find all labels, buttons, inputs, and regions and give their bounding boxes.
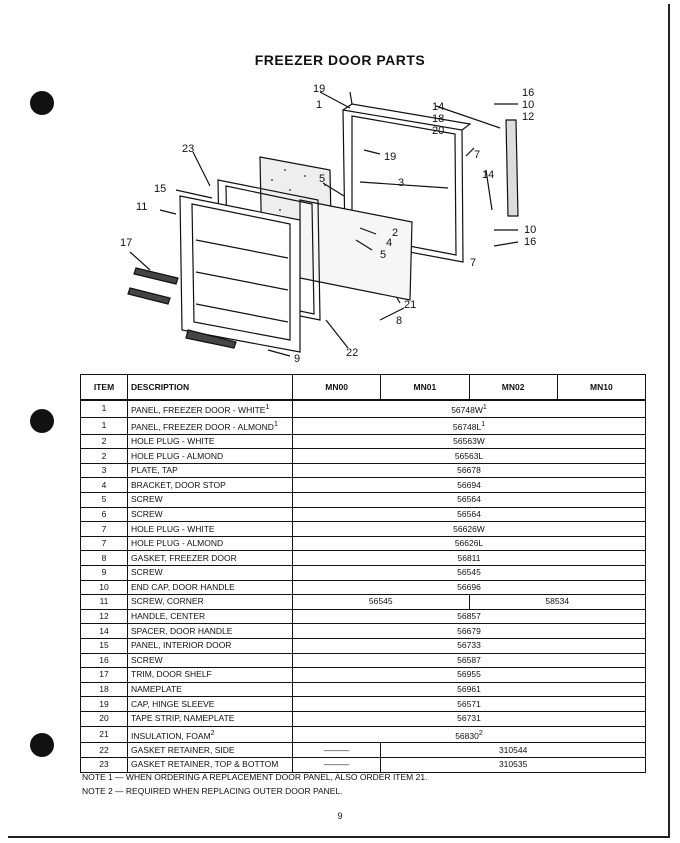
cell-part-number xyxy=(293,493,646,508)
cell-item-text: 11 xyxy=(99,596,109,607)
page-title: FREEZER DOOR PARTS xyxy=(254,52,426,68)
cell-not-used-text: ——— xyxy=(323,759,350,770)
callout-14-side: 14 xyxy=(482,169,495,181)
outer-door-panel xyxy=(300,200,412,300)
cell-description-text: HOLE PLUG - WHITE xyxy=(131,435,215,446)
table-row xyxy=(81,522,646,537)
cell-part-number-text: 56694 xyxy=(457,479,481,490)
cell-item xyxy=(81,493,128,508)
table-row xyxy=(81,668,646,683)
cell-description xyxy=(128,682,293,697)
callout-15: 15 xyxy=(154,183,167,195)
cell-part-number-text: 56830 xyxy=(455,730,479,741)
page-number: 9 xyxy=(337,811,343,821)
cell-description-text: SCREW, CORNER xyxy=(131,596,204,607)
cell-part-number-text: 310535 xyxy=(498,759,528,770)
cell-description-text: GASKET RETAINER, SIDE xyxy=(131,744,235,755)
cell-part-number-text: 56733 xyxy=(457,640,481,651)
cell-description xyxy=(128,743,293,758)
cell-description xyxy=(128,507,293,522)
cell-part-number-text: 56564 xyxy=(457,494,481,505)
cell-description xyxy=(128,551,293,566)
cell-part-number xyxy=(293,417,646,434)
table-row xyxy=(81,624,646,639)
cell-item xyxy=(81,536,128,551)
cell-part-number-text: 56811 xyxy=(457,552,481,563)
cell-part-number xyxy=(293,434,646,449)
cell-description-text: PANEL, FREEZER DOOR - ALMOND xyxy=(131,421,274,432)
cell-description xyxy=(128,624,293,639)
cell-item-text: 1 xyxy=(101,420,107,431)
callout-14-top: 14 xyxy=(432,101,445,113)
cell-part-number xyxy=(381,743,646,758)
cell-part-number-text: 56563L xyxy=(454,450,484,461)
note-marker: 1 xyxy=(482,403,487,411)
cell-part-number-text: 56626L xyxy=(454,538,484,549)
column-header-mn01: MN01 xyxy=(381,375,469,401)
callout-21: 21 xyxy=(404,299,417,311)
cell-part-number xyxy=(293,566,646,581)
cell-item-text: 17 xyxy=(99,669,109,680)
cell-description xyxy=(128,711,293,726)
column-header-description: DESCRIPTION xyxy=(128,375,293,401)
cell-part-number-text: 56696 xyxy=(457,581,481,592)
cell-item xyxy=(81,417,128,434)
cell-item-text: 16 xyxy=(99,654,109,665)
cell-part-number-text: 56545 xyxy=(457,567,481,578)
cell-item xyxy=(81,726,128,743)
cell-item-text: 6 xyxy=(101,508,107,519)
cell-description-text: GASKET, FREEZER DOOR xyxy=(131,552,237,563)
cell-item xyxy=(81,478,128,493)
cell-part-number xyxy=(293,682,646,697)
cell-description-text: INSULATION, FOAM xyxy=(131,730,211,741)
cell-part-number xyxy=(293,478,646,493)
cell-part-number-text: 56748L xyxy=(452,421,482,432)
cell-description-text: SCREW xyxy=(131,494,163,505)
cell-description xyxy=(128,653,293,668)
callout-17: 17 xyxy=(120,237,133,249)
callout-10-bottom: 10 xyxy=(524,224,537,236)
cell-description-text: HANDLE, CENTER xyxy=(131,611,206,622)
table-row xyxy=(81,507,646,522)
cell-part-number-text: 56679 xyxy=(457,625,481,636)
cell-item-text: 1 xyxy=(101,403,107,414)
callout-9: 9 xyxy=(294,353,301,365)
column-header-item: ITEM xyxy=(81,375,128,401)
table-row xyxy=(81,697,646,712)
table-row xyxy=(81,400,646,417)
cell-description xyxy=(128,697,293,712)
column-header-mn02: MN02 xyxy=(469,375,557,401)
cell-description-text: CAP, HINGE SLEEVE xyxy=(131,698,215,709)
callout-19: 19 xyxy=(384,151,397,163)
cell-part-number xyxy=(293,711,646,726)
callout-16-top: 16 xyxy=(522,87,535,99)
cell-item xyxy=(81,743,128,758)
cell-description xyxy=(128,449,293,464)
cell-item-text: 21 xyxy=(99,728,109,739)
parts-table-body xyxy=(81,400,646,772)
note-marker: 1 xyxy=(273,419,278,428)
table-row xyxy=(81,536,646,551)
cell-description xyxy=(128,463,293,478)
cell-part-number-text: 56678 xyxy=(457,465,481,476)
cell-description-text: BRACKET, DOOR STOP xyxy=(131,479,226,490)
cell-item xyxy=(81,463,128,478)
interior-door-panel xyxy=(180,196,300,352)
table-row xyxy=(81,726,646,743)
cell-part-number-text: 56545 xyxy=(368,596,393,607)
cell-item-text: 2 xyxy=(101,435,107,446)
cell-part-number xyxy=(293,726,646,743)
callout-22: 22 xyxy=(346,347,359,359)
callout-5: 5 xyxy=(380,249,387,261)
cell-description-text: END CAP, DOOR HANDLE xyxy=(131,581,235,592)
callout-4: 4 xyxy=(386,237,393,249)
table-row xyxy=(81,580,646,595)
table-row xyxy=(81,551,646,566)
cell-item-text: 10 xyxy=(99,581,109,592)
cell-part-number-text: 56748W xyxy=(451,404,483,415)
column-header-mn10: MN10 xyxy=(557,375,645,401)
parts-table-header xyxy=(81,375,646,401)
cell-item xyxy=(81,580,128,595)
callout-7-bottom: 7 xyxy=(470,257,477,269)
table-row xyxy=(81,609,646,624)
callout-16-bottom: 16 xyxy=(524,236,537,248)
cell-part-number xyxy=(293,449,646,464)
cell-description xyxy=(128,493,293,508)
callout-2: 2 xyxy=(392,227,399,239)
cell-item-text: 19 xyxy=(99,698,109,709)
table-row xyxy=(81,595,646,610)
cell-description-text: SCREW xyxy=(131,508,163,519)
cell-description-text: SPACER, DOOR HANDLE xyxy=(131,625,233,636)
cell-item-text: 7 xyxy=(101,538,107,549)
callout-7-top: 7 xyxy=(474,149,481,161)
cell-item xyxy=(81,595,128,610)
table-row xyxy=(81,449,646,464)
door-handle xyxy=(506,120,518,216)
callout-11: 11 xyxy=(136,201,148,213)
shelf-trim xyxy=(134,268,178,284)
cell-part-number xyxy=(293,522,646,537)
cell-description xyxy=(128,400,293,417)
table-row xyxy=(81,417,646,434)
cell-part-number-text: 56564 xyxy=(457,508,481,519)
cell-description xyxy=(128,595,293,610)
cell-item xyxy=(81,697,128,712)
cell-description-text: SCREW xyxy=(131,567,163,578)
cell-description xyxy=(128,417,293,434)
cell-part-number-text: 56587 xyxy=(457,654,481,665)
callout-20: 20 xyxy=(432,125,445,137)
cell-item-text: 22 xyxy=(99,744,109,755)
cell-part-number xyxy=(293,638,646,653)
cell-description xyxy=(128,566,293,581)
callout-23: 23 xyxy=(182,143,195,155)
cell-part-number xyxy=(293,697,646,712)
cell-item xyxy=(81,449,128,464)
cell-description-text: PLATE, TAP xyxy=(131,465,178,476)
cell-item-text: 14 xyxy=(99,625,109,636)
note-2: NOTE 2 — REQUIRED WHEN REPLACING OUTER DOOR PANEL. xyxy=(82,786,343,796)
note-marker: 2 xyxy=(478,728,483,737)
cell-item xyxy=(81,638,128,653)
cell-item-text: 3 xyxy=(101,465,107,476)
cell-description-text: HOLE PLUG - ALMOND xyxy=(131,450,224,461)
cell-item xyxy=(81,434,128,449)
note-marker: 1 xyxy=(265,403,270,411)
table-row xyxy=(81,493,646,508)
callout-5-top: 5 xyxy=(319,173,326,185)
parts-table xyxy=(80,374,646,773)
cell-item-text: 20 xyxy=(99,713,109,724)
cell-description-text: GASKET RETAINER, TOP & BOTTOM xyxy=(131,759,279,770)
cell-description xyxy=(128,434,293,449)
cell-description-text: NAMEPLATE xyxy=(131,684,182,695)
cell-item xyxy=(81,400,128,417)
cell-item-text: 5 xyxy=(101,494,107,505)
cell-item-text: 2 xyxy=(101,450,107,461)
cell-description-text: SCREW xyxy=(131,654,163,665)
cell-part-number-text: 56563W xyxy=(453,435,485,446)
cell-description xyxy=(128,580,293,595)
cell-item xyxy=(81,682,128,697)
callout-18: 18 xyxy=(432,113,445,125)
cell-part-number xyxy=(293,624,646,639)
table-row xyxy=(81,711,646,726)
binder-hole xyxy=(30,409,54,433)
cell-item-text: 8 xyxy=(101,552,107,563)
callout-8: 8 xyxy=(396,315,403,327)
cell-description-text: HOLE PLUG - WHITE xyxy=(131,523,215,534)
cell-part-number-text: 58534 xyxy=(545,596,570,607)
cell-item-text: 18 xyxy=(99,684,109,695)
cell-item xyxy=(81,566,128,581)
callout-10-top: 10 xyxy=(522,99,535,111)
cell-part-number-text: 56857 xyxy=(457,611,481,622)
table-row xyxy=(81,653,646,668)
cell-part-number-text: 310544 xyxy=(498,744,528,755)
callout-12: 12 xyxy=(522,111,535,123)
cell-description xyxy=(128,536,293,551)
cell-description xyxy=(128,522,293,537)
cell-item xyxy=(81,668,128,683)
cell-description-text: HOLE PLUG - ALMOND xyxy=(131,538,224,549)
cell-part-number xyxy=(293,595,470,610)
cell-description xyxy=(128,478,293,493)
callout-3: 3 xyxy=(398,177,405,189)
note-1: NOTE 1 — WHEN ORDERING A REPLACEMENT DOOR PANEL, ALSO ORDER ITEM 21. xyxy=(82,772,428,782)
cell-part-number-text: 56961 xyxy=(457,684,481,695)
cell-item-text: 23 xyxy=(99,759,109,770)
cell-description xyxy=(128,638,293,653)
cell-description xyxy=(128,726,293,743)
cell-description xyxy=(128,609,293,624)
cell-part-number-text: 56571 xyxy=(457,698,481,709)
cell-part-number xyxy=(293,463,646,478)
cell-part-number-text: 56626W xyxy=(453,523,485,534)
table-row xyxy=(81,682,646,697)
callout-1: 1 xyxy=(316,99,323,111)
cell-item-text: 7 xyxy=(101,523,107,534)
callout-6: 19 xyxy=(313,83,326,95)
cell-description-text: TRIM, DOOR SHELF xyxy=(131,669,212,680)
cell-part-number xyxy=(293,668,646,683)
cell-item-text: 12 xyxy=(99,611,109,622)
binder-hole xyxy=(30,733,54,757)
cell-part-number xyxy=(293,536,646,551)
cell-item xyxy=(81,711,128,726)
cell-description-text: PANEL, FREEZER DOOR - WHITE xyxy=(131,404,266,415)
cell-description-text: TAPE STRIP, NAMEPLATE xyxy=(131,713,235,724)
note-marker: 2 xyxy=(210,728,215,737)
note-marker: 1 xyxy=(481,419,486,428)
cell-item-text: 15 xyxy=(99,640,109,651)
cell-not-used-text: ——— xyxy=(323,744,350,755)
cell-item xyxy=(81,551,128,566)
cell-part-number xyxy=(293,551,646,566)
table-row xyxy=(81,743,646,758)
table-row xyxy=(81,638,646,653)
cell-item-text: 4 xyxy=(101,479,107,490)
cell-part-number xyxy=(293,653,646,668)
table-row xyxy=(81,463,646,478)
notes xyxy=(82,770,427,798)
cell-part-number xyxy=(469,595,646,610)
cell-item xyxy=(81,609,128,624)
cell-item-text: 9 xyxy=(101,567,107,578)
cell-part-number xyxy=(293,400,646,417)
table-row xyxy=(81,434,646,449)
table-row xyxy=(81,478,646,493)
exploded-parts-diagram xyxy=(0,0,680,372)
cell-part-number xyxy=(293,507,646,522)
cell-item xyxy=(81,653,128,668)
cell-part-number xyxy=(293,580,646,595)
cell-part-number-text: 56955 xyxy=(457,669,481,680)
cell-part-number-text: 56731 xyxy=(457,713,481,724)
cell-description-text: PANEL, INTERIOR DOOR xyxy=(131,640,232,651)
cell-description xyxy=(128,668,293,683)
cell-item xyxy=(81,522,128,537)
cell-not-used xyxy=(293,743,381,758)
table-row xyxy=(81,566,646,581)
cell-item xyxy=(81,507,128,522)
cell-item xyxy=(81,624,128,639)
cell-part-number xyxy=(293,609,646,624)
column-header-mn00: MN00 xyxy=(293,375,381,401)
